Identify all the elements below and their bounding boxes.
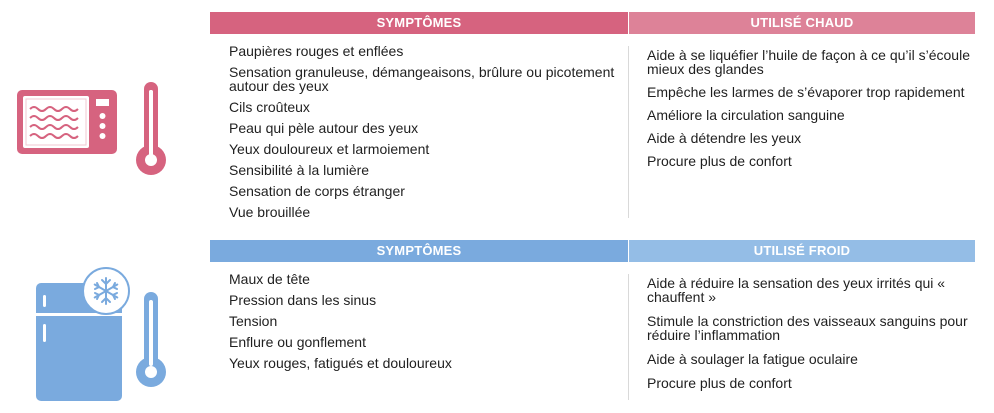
thermometer-icon — [136, 82, 166, 175]
list-item: Enflure ou gonflement — [229, 334, 366, 350]
list-item: Peau qui pèle autour des yeux — [229, 120, 419, 136]
cold-symptoms-header: SYMPTÔMES — [210, 240, 628, 262]
list-item: Sensation de corps étranger — [229, 183, 405, 199]
hot-use-header: UTILISÉ CHAUD — [629, 12, 975, 34]
list-item: Aide à réduire la sensation des yeux irrités qui « chauffent » — [647, 275, 946, 305]
list-item: Aide à se liquéfier l’huile de façon à ce qu’il s’écoule mieux des glandes — [647, 47, 970, 77]
list-item: Vue brouillée — [229, 204, 311, 220]
cold-symptoms-list — [229, 272, 619, 377]
cold-use-header: UTILISÉ FROID — [629, 240, 975, 262]
snowflake-icon — [83, 268, 129, 314]
list-item: Pression dans les sinus — [229, 292, 377, 308]
cold-section — [0, 240, 994, 405]
hot-illustration — [0, 12, 200, 222]
thermometer-icon — [136, 292, 166, 387]
cold-benefits-list — [647, 276, 977, 400]
hot-symptoms-list — [229, 44, 619, 226]
cold-icons — [0, 240, 200, 405]
list-item: Yeux douloureux et larmoiement — [229, 141, 430, 157]
list-item: Sensibilité à la lumière — [229, 162, 370, 178]
list-item: Aide à soulager la fatigue oculaire — [647, 351, 858, 367]
list-item: Sensation granuleuse, démangeaisons, brûlure ou picotement autour des yeux — [229, 64, 615, 94]
column-divider — [628, 46, 629, 218]
hot-section — [0, 12, 994, 222]
hot-benefits-list — [647, 48, 977, 177]
list-item: Cils croûteux — [229, 99, 310, 115]
list-item: Stimule la constriction des vaisseaux sanguins pour réduire l’inflammation — [647, 313, 968, 343]
list-item: Tension — [229, 313, 278, 329]
list-item: Aide à détendre les yeux — [647, 130, 802, 146]
column-divider — [628, 274, 629, 400]
microwave-icon — [17, 90, 117, 154]
list-item: Maux de tête — [229, 271, 310, 287]
hot-symptoms-header: SYMPTÔMES — [210, 12, 628, 34]
list-item: Paupières rouges et enflées — [229, 43, 404, 59]
list-item: Procure plus de confort — [647, 153, 792, 169]
list-item: Empêche les larmes de s’évaporer trop rapidement — [647, 84, 965, 100]
list-item: Procure plus de confort — [647, 375, 792, 391]
hot-icons — [0, 12, 200, 222]
cold-illustration — [0, 240, 200, 405]
list-item: Améliore la circulation sanguine — [647, 107, 845, 123]
list-item: Yeux rouges, fatigués et douloureux — [229, 355, 452, 371]
